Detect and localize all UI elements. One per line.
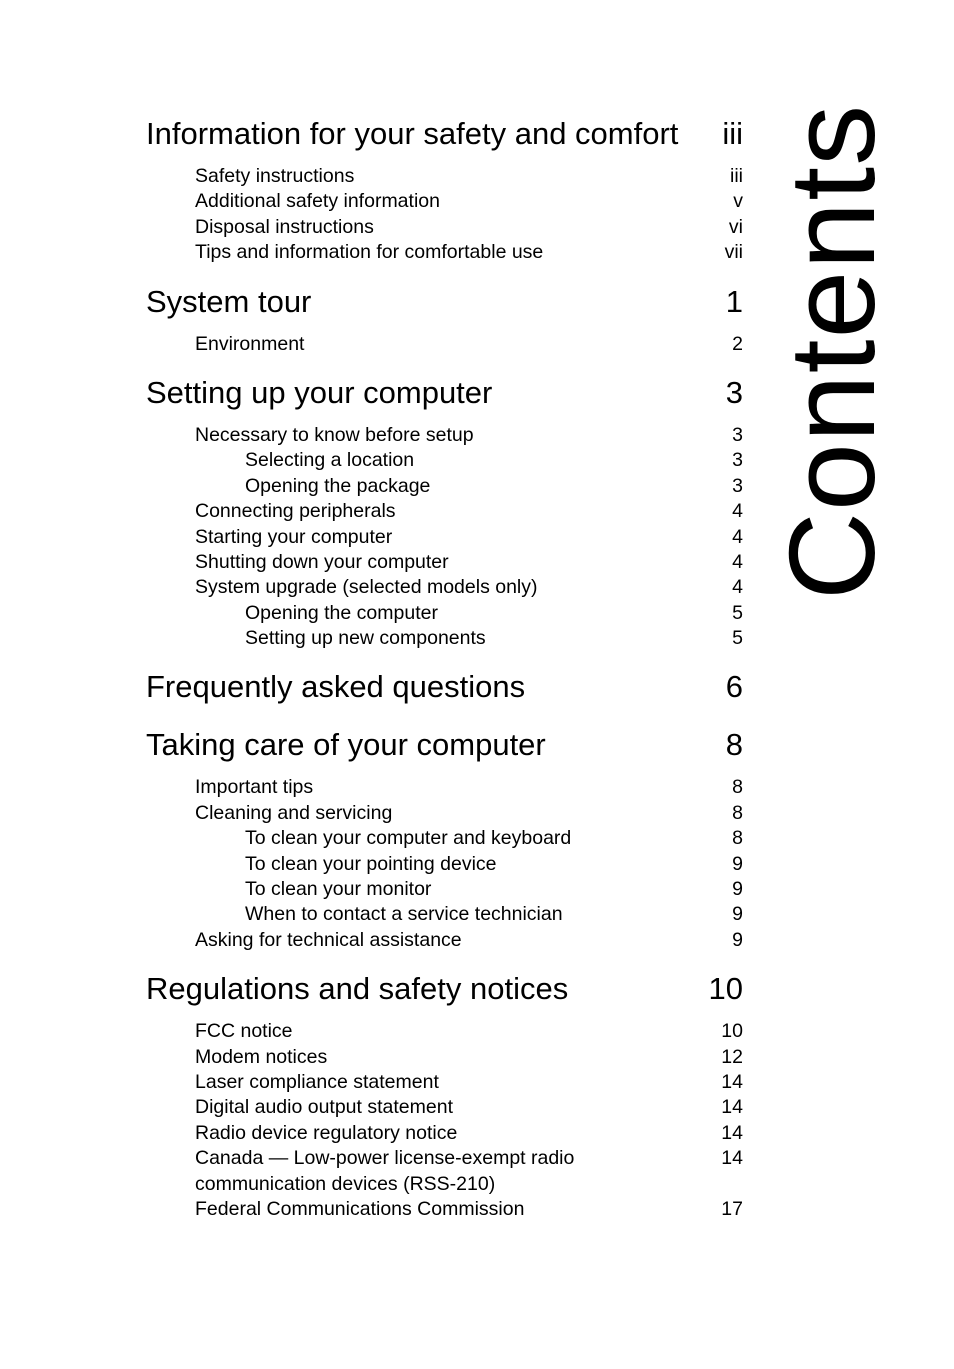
entry-label: Selecting a location xyxy=(245,449,415,472)
section-entries xyxy=(146,332,743,357)
table-of-contents xyxy=(146,112,743,1236)
entry-label: Digital audio output statement xyxy=(195,1096,453,1119)
section-entries xyxy=(146,423,743,652)
entry-label: Opening the computer xyxy=(245,601,438,624)
entry-page-number: iii xyxy=(730,165,743,187)
toc-entry[interactable] xyxy=(146,215,743,240)
toc-entry[interactable] xyxy=(146,423,743,448)
entry-page-number: 8 xyxy=(732,801,743,824)
entry-label: To clean your monitor xyxy=(245,878,432,901)
section-entries xyxy=(146,1019,743,1222)
toc-entry[interactable] xyxy=(146,525,743,550)
contents-side-title xyxy=(764,103,900,601)
entry-label: When to contact a service technician xyxy=(245,903,563,926)
entry-page-number: 2 xyxy=(732,332,743,355)
toc-entry[interactable] xyxy=(146,1146,743,1197)
entry-label: Safety instructions xyxy=(195,165,355,187)
entry-label: Radio device regulatory notice xyxy=(195,1121,458,1144)
toc-entry[interactable] xyxy=(146,474,743,499)
section-page-number: iii xyxy=(722,116,743,151)
toc-entry[interactable] xyxy=(146,775,743,800)
toc-entry[interactable] xyxy=(146,1070,743,1095)
toc-entry[interactable] xyxy=(146,826,743,851)
toc-entry[interactable] xyxy=(146,801,743,826)
entry-page-number: 3 xyxy=(732,449,743,472)
entry-label: Important tips xyxy=(195,776,314,799)
entry-label: Setting up new components xyxy=(245,627,486,650)
entry-label: Opening the package xyxy=(245,474,431,497)
entry-label: Laser compliance statement xyxy=(195,1070,439,1093)
toc-entry[interactable] xyxy=(146,499,743,524)
section-page-number: 3 xyxy=(725,374,743,410)
toc-entry[interactable] xyxy=(146,601,743,626)
toc-section xyxy=(146,967,743,1236)
entry-page-number: 9 xyxy=(732,928,743,951)
section-spacer xyxy=(146,266,743,280)
section-page-number: 8 xyxy=(725,727,743,763)
entry-label: Shutting down your computer xyxy=(195,550,449,573)
entry-page-number: 14 xyxy=(721,1147,743,1170)
side-title-text: Contents xyxy=(764,103,900,601)
entry-page-number: 9 xyxy=(732,852,743,875)
entry-page-number: 8 xyxy=(732,827,743,850)
entry-label: Cleaning and servicing xyxy=(195,801,393,824)
toc-entry[interactable] xyxy=(146,852,743,877)
entry-label: System upgrade (selected models only) xyxy=(195,576,538,599)
toc-entry[interactable] xyxy=(146,1095,743,1120)
section-title: Regulations and safety notices xyxy=(146,971,569,1007)
toc-entry[interactable] xyxy=(146,1019,743,1044)
entry-page-number: 3 xyxy=(732,474,743,497)
toc-section xyxy=(146,112,743,280)
toc-section xyxy=(146,665,743,723)
entry-page-number: 3 xyxy=(732,423,743,446)
entry-label: Canada — Low-power license-exempt radio communication devices (RSS-210) xyxy=(195,1147,575,1195)
entry-page-number: 9 xyxy=(732,903,743,926)
section-title: Taking care of your computer xyxy=(146,727,546,763)
section-page-number: 10 xyxy=(708,971,743,1007)
entry-page-number: 12 xyxy=(721,1045,743,1068)
entry-page-number: 4 xyxy=(732,500,743,523)
toc-entry[interactable] xyxy=(146,902,743,927)
entry-page-number: vi xyxy=(728,215,743,238)
section-heading[interactable] xyxy=(146,665,743,709)
toc-entry[interactable] xyxy=(146,332,743,357)
section-spacer xyxy=(146,1222,743,1236)
toc-entry[interactable] xyxy=(146,928,743,953)
section-title: System tour xyxy=(146,283,312,319)
entry-page-number: 5 xyxy=(732,601,743,624)
section-title: Information for your safety and comfort xyxy=(146,116,679,151)
entry-label: Connecting peripherals xyxy=(195,500,396,523)
toc-entry[interactable] xyxy=(146,877,743,902)
toc-section xyxy=(146,280,743,371)
section-heading[interactable] xyxy=(146,112,743,156)
toc-entry[interactable] xyxy=(146,189,743,214)
entry-page-number: 9 xyxy=(732,878,743,901)
toc-entry[interactable] xyxy=(146,1045,743,1070)
entry-label: Additional safety information xyxy=(195,190,440,213)
entry-page-number: 17 xyxy=(721,1197,743,1220)
section-spacer xyxy=(146,709,743,723)
toc-entry[interactable] xyxy=(146,550,743,575)
entry-label: Starting your computer xyxy=(195,525,393,548)
section-spacer xyxy=(146,357,743,371)
section-heading[interactable] xyxy=(146,967,743,1011)
section-heading[interactable] xyxy=(146,371,743,415)
entry-page-number: 14 xyxy=(721,1121,743,1144)
toc-entry[interactable] xyxy=(146,164,743,189)
section-title: Setting up your computer xyxy=(146,374,493,410)
toc-entry[interactable] xyxy=(146,240,743,265)
toc-entry[interactable] xyxy=(146,626,743,651)
entry-label: Federal Communications Commission xyxy=(195,1197,525,1220)
entry-page-number: 10 xyxy=(721,1020,743,1043)
entry-page-number: vii xyxy=(724,241,743,264)
toc-entry[interactable] xyxy=(146,448,743,473)
section-spacer xyxy=(146,953,743,967)
entry-page-number: 14 xyxy=(721,1070,743,1093)
entry-label: To clean your pointing device xyxy=(245,852,497,875)
section-heading[interactable] xyxy=(146,280,743,324)
entry-page-number: 8 xyxy=(732,776,743,799)
entry-label: Tips and information for comfortable use xyxy=(195,241,544,264)
entry-label: Necessary to know before setup xyxy=(195,423,474,446)
entry-label: Disposal instructions xyxy=(195,215,374,238)
entry-label: Asking for technical assistance xyxy=(195,928,462,951)
entry-page-number: 14 xyxy=(721,1096,743,1119)
section-page-number: 1 xyxy=(725,283,743,319)
entry-label: Environment xyxy=(195,332,305,355)
entry-page-number: 4 xyxy=(732,550,743,573)
toc-entry[interactable] xyxy=(146,1121,743,1146)
section-entries xyxy=(146,775,743,953)
section-heading[interactable] xyxy=(146,723,743,767)
toc-section xyxy=(146,371,743,666)
section-spacer xyxy=(146,651,743,665)
entry-page-number: 4 xyxy=(732,576,743,599)
section-page-number: 6 xyxy=(725,669,743,705)
entry-page-number: 4 xyxy=(732,525,743,548)
entry-label: To clean your computer and keyboard xyxy=(245,827,572,850)
section-entries xyxy=(146,164,743,266)
toc-entry[interactable] xyxy=(146,1197,743,1222)
toc-entry[interactable] xyxy=(146,575,743,600)
entry-page-number: v xyxy=(733,190,743,213)
section-title: Frequently asked questions xyxy=(146,669,526,705)
toc-section xyxy=(146,723,743,967)
entry-label: Modem notices xyxy=(195,1045,328,1068)
entry-page-number: 5 xyxy=(732,627,743,650)
entry-label: FCC notice xyxy=(195,1020,293,1043)
